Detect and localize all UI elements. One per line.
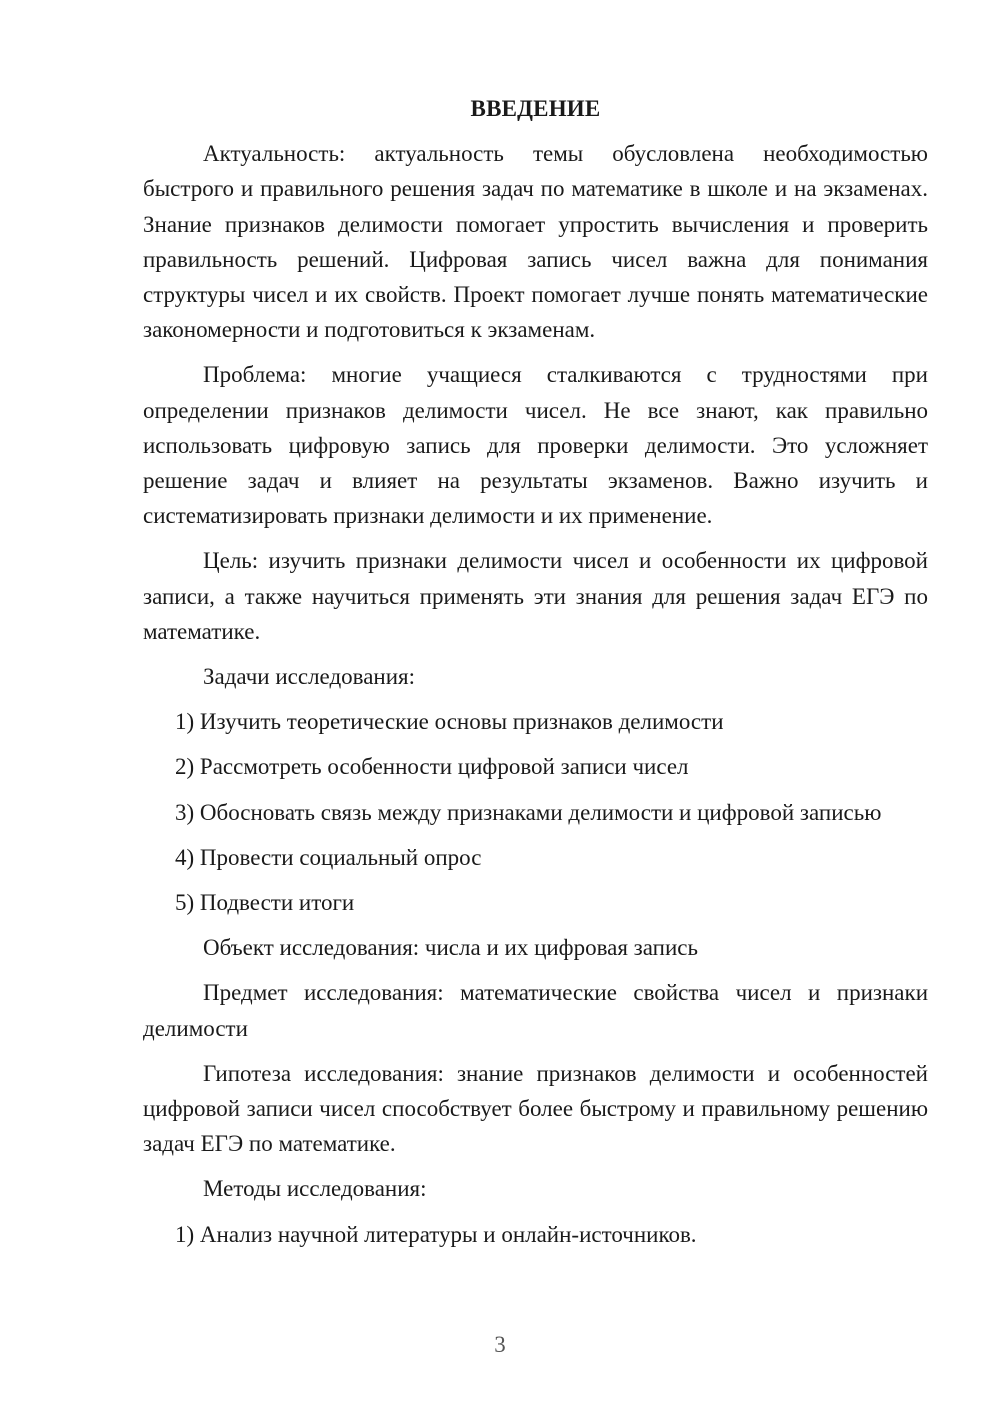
subject-paragraph: Предмет исследования: математические свойства чисел и признаки делимости <box>143 980 928 1041</box>
method-item: 1) Анализ научной литературы и онлайн-источников. <box>175 1221 697 1247</box>
task-item: 5) Подвести итоги <box>175 890 355 916</box>
page-content <box>143 91 928 1262</box>
goal-paragraph: Цель: изучить признаки делимости чисел и особенности их цифровой записи, а также научиться применять эти знания для решения задач ЕГЭ по математике. <box>143 548 928 644</box>
tasks-heading: Задачи исследования: <box>203 664 416 690</box>
task-item: 3) Обосновать связь между признаками делимости и цифровой записью <box>175 799 882 825</box>
page-number: 3 <box>494 1332 506 1357</box>
methods-heading: Методы исследования: <box>203 1176 427 1202</box>
hypothesis-paragraph: Гипотеза исследования: знание признаков делимости и особенностей цифровой записи чисел способствует более быстрому и правильному решению задач ЕГЭ по математике. <box>143 1060 928 1157</box>
relevance-paragraph: Актуальность: актуальность темы обусловлена необходимостью быстрого и правильного решения задач по математике в школе и на экзаменах. Знание признаков делимости помогает упростить вычисления и проверить правильность решений. Цифровая запись чисел важна для понимания структуры чисел и их свойств. Проект помогает лучше понять математические закономерности и подготовиться к экзаменам. <box>143 141 928 343</box>
task-item: 1) Изучить теоретические основы признаков делимости <box>175 709 724 735</box>
problem-paragraph: Проблема: многие учащиеся сталкиваются с трудностями при определении признаков делимости чисел. Не все знают, как правильно использовать цифровую запись для проверки делимости. Это усложняет решение задач и влияет на результаты экзаменов. Важно изучить и систематизировать признаки делимости и их применение. <box>143 362 928 529</box>
task-item: 4) Провести социальный опрос <box>175 844 482 870</box>
section-title: ВВЕДЕНИЕ <box>470 96 601 121</box>
task-item: 2) Рассмотреть особенности цифровой записи чисел <box>175 754 689 780</box>
object-paragraph: Объект исследования: числа и их цифровая запись <box>203 935 698 961</box>
